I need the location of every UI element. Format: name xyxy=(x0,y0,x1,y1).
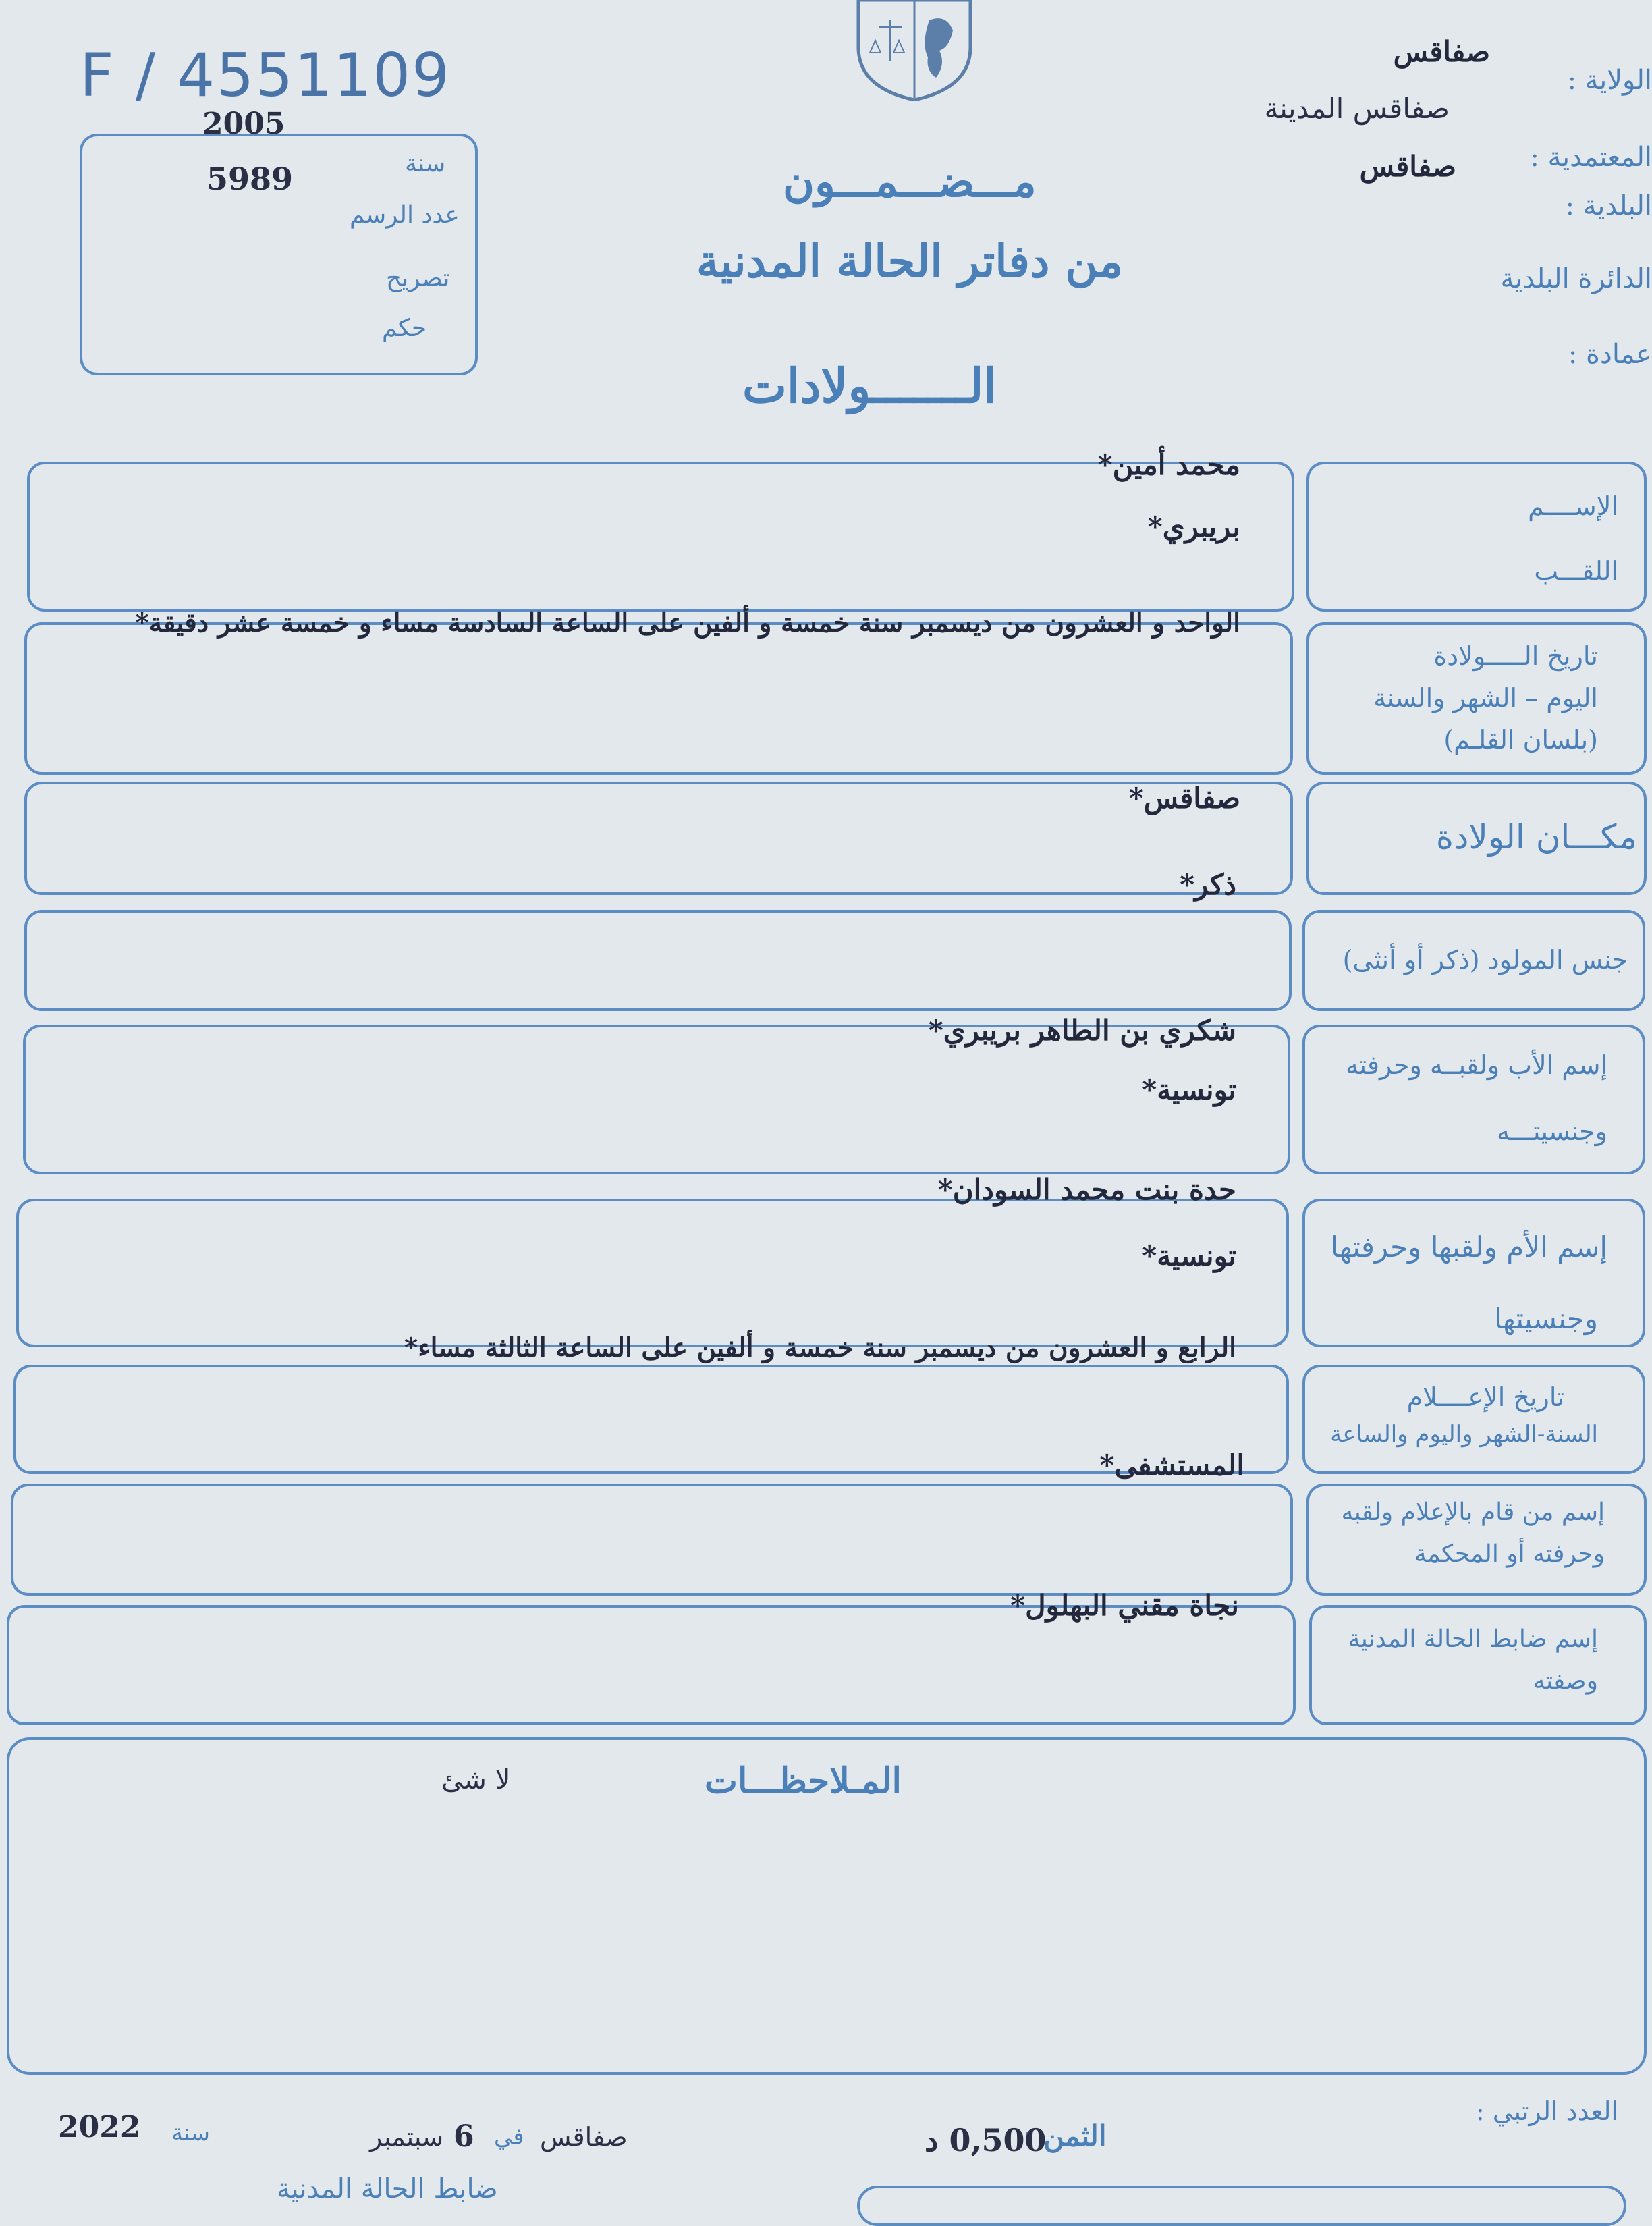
label-father: إسم الأب ولقبــه وحرفته xyxy=(1346,1050,1607,1080)
value-box-mother xyxy=(16,1199,1289,1347)
baladiya-label: البلدية : xyxy=(1565,190,1652,221)
value-father-nationality: تونسية* xyxy=(1142,1073,1236,1106)
imada-label: عمادة : xyxy=(1568,339,1652,370)
label-surname: اللقـــب xyxy=(1534,556,1618,586)
value-box-birth-date xyxy=(24,622,1293,775)
value-birth-date: الواحد و العشرون من ديسمبر سنة خمسة و ألفين على الساعة السادسة مساء و خمسة عشر دقيقة* xyxy=(135,607,1240,639)
footer-price-label: الثمن : xyxy=(1023,2119,1107,2152)
footer-price-value: 0,500 د xyxy=(925,2122,1047,2159)
mutamadiya-label: المعتمدية : xyxy=(1530,142,1652,173)
label-birth-date-format: اليوم – الشهر والسنة xyxy=(1373,683,1598,713)
record-number-value: 5989 xyxy=(206,161,294,197)
tunisia-coat-of-arms-icon xyxy=(852,0,977,101)
value-declarant: المستشفى* xyxy=(1099,1448,1244,1482)
label-declaration-date: تاريخ الإعــــلام xyxy=(1406,1382,1564,1412)
footer-officer: ضابط الحالة المدنية xyxy=(277,2173,498,2204)
label-registrar-title: وصفته xyxy=(1533,1667,1598,1695)
value-box-declaration-date xyxy=(13,1365,1289,1474)
value-sex: ذكر* xyxy=(1180,868,1236,901)
title-births: الـــــــولادات xyxy=(742,358,997,414)
year-label: سنة xyxy=(405,150,446,178)
value-birth-place: صفاقس* xyxy=(1128,782,1240,815)
remarks-value: لا شئ xyxy=(441,1764,511,1795)
value-box-father xyxy=(23,1025,1290,1174)
value-box-birth-place xyxy=(24,782,1293,895)
label-birth-place: مكـــان الولادة xyxy=(1435,817,1637,857)
label-mother: إسم الأم ولقبها وحرفتها xyxy=(1331,1230,1607,1264)
footer-serial-label: العدد الرتبي : xyxy=(1475,2096,1618,2126)
label-birth-date-in-words: (بلسان القلـم) xyxy=(1443,725,1598,755)
declaration-label: تصريح xyxy=(386,265,450,292)
footer-place: صفاقس xyxy=(540,2122,628,2152)
label-birth-date: تاريخ الـــــولادة xyxy=(1433,641,1598,671)
value-mother-name: حدة بنت محمد السودان* xyxy=(937,1173,1236,1206)
serial-number: F / 4551109 xyxy=(80,40,451,110)
footer-sana: سنة xyxy=(171,2119,210,2146)
value-box-name xyxy=(27,462,1294,612)
wilaya-extra: صفاقس المدينة xyxy=(1264,92,1450,125)
label-declarant-profession: وحرفته أو المحكمة xyxy=(1414,1540,1605,1568)
value-father-name: شكري بن الطاهر بريبري* xyxy=(928,1014,1236,1047)
value-declaration-date: الرابع و العشرون من ديسمبر سنة خمسة و ألفين على الساعة الثالثة مساء* xyxy=(404,1332,1236,1363)
mutamadiya-value: صفاقس xyxy=(1359,150,1456,183)
value-surname: بريبري* xyxy=(1147,510,1240,543)
wilaya-value: صفاقس xyxy=(1393,35,1490,68)
title-civil-registry: من دفاتر الحالة المدنية xyxy=(696,235,1123,288)
value-box-declarant xyxy=(11,1484,1293,1596)
daira-label: الدائرة البلدية xyxy=(1500,263,1652,294)
judgment-label: حكم xyxy=(382,315,427,342)
value-box-registrar xyxy=(7,1605,1296,1725)
year-value: 2005 xyxy=(202,107,285,141)
value-first-name: محمد أمين* xyxy=(1097,448,1240,481)
record-number-label: عدد الرسم xyxy=(350,201,460,229)
value-box-sex xyxy=(24,910,1292,1011)
label-mother-nationality: وجنسيتها xyxy=(1494,1302,1598,1335)
remarks-label: المـلاحظـــات xyxy=(705,1760,902,1801)
value-mother-nationality: تونسية* xyxy=(1142,1239,1236,1272)
footer-year: 2022 xyxy=(58,2110,141,2144)
footer-fi: في xyxy=(494,2123,524,2150)
label-sex: جنس المولود (ذكر أو أنثى) xyxy=(1342,945,1628,975)
wilaya-label: الولاية : xyxy=(1567,65,1652,96)
footer-day: 6 xyxy=(453,2119,474,2154)
label-declarant: إسم من قام بالإعلام ولقبه xyxy=(1341,1498,1605,1526)
label-registrar: إسم ضابط الحالة المدنية xyxy=(1348,1625,1598,1653)
title-content: مـــضـــمـــون xyxy=(783,157,1037,207)
label-name: الإســــم xyxy=(1528,491,1618,521)
footer-month: سبتمبر xyxy=(370,2122,444,2152)
label-father-nationality: وجنسيتـــه xyxy=(1497,1116,1607,1146)
value-registrar: نجاة مقني البهلول* xyxy=(1010,1589,1239,1622)
label-declaration-date-format: السنة-الشهر واليوم والساعة xyxy=(1330,1421,1598,1448)
footer-stamp-edge xyxy=(857,2186,1626,2226)
